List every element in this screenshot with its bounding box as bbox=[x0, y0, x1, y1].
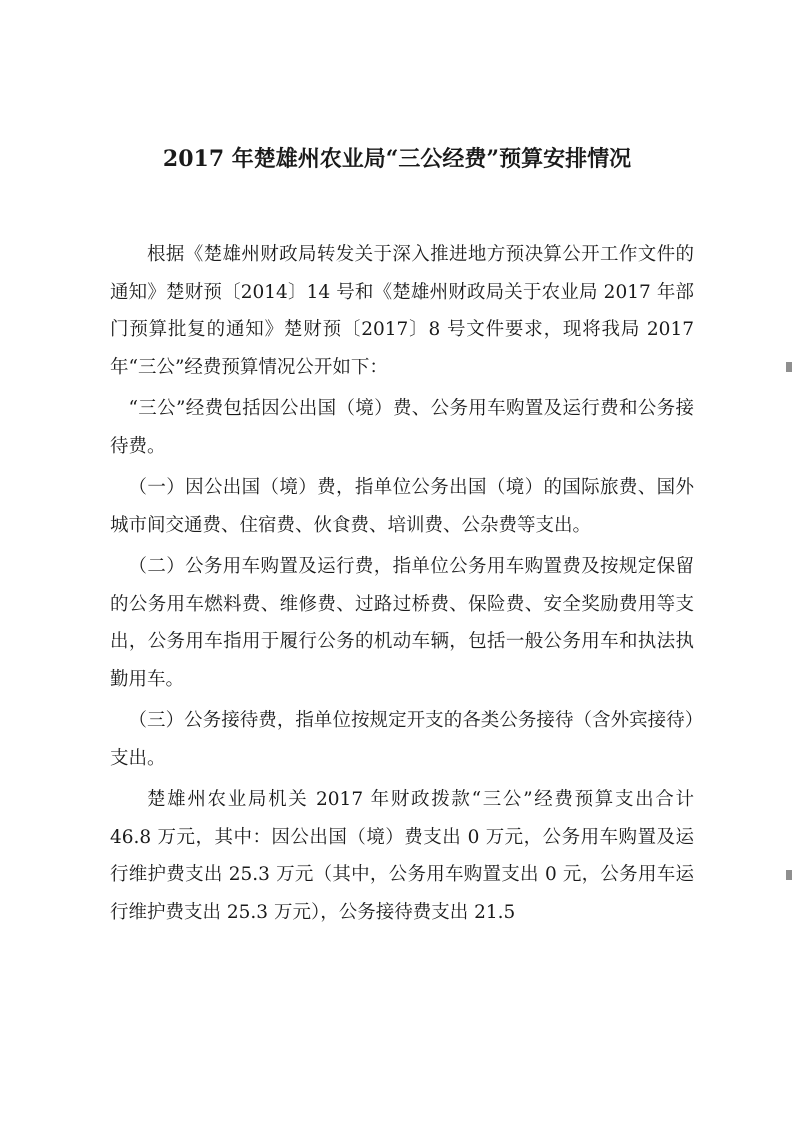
scan-edge-mark bbox=[786, 362, 792, 372]
paragraph-definition: “三公”经费包括因公出国（境）费、公务用车购置及运行费和公务接待费。 bbox=[110, 398, 694, 457]
document-body bbox=[110, 236, 694, 935]
paragraph-intro: 根据《楚雄州财政局转发关于深入推进地方预决算公开工作文件的通知》楚财预〔2014〕14 号和《楚雄州财政局关于农业局 2017 年部门预算批复的通知》楚财预〔2017〕8 号文件要求，现将我局 2017 年“三公”经费预算情况公开如下： bbox=[110, 244, 694, 378]
document-title: 2017 年楚雄州农业局“三公经费”预算安排情况 bbox=[162, 146, 632, 172]
paragraph-item-1: （一）因公出国（境）费，指单位公务出国（境）的国际旅费、国外城市间交通费、住宿费、伙食费、培训费、公杂费等支出。 bbox=[110, 477, 694, 536]
paragraph-item-3: （三）公务接待费，指单位按规定开支的各类公务接待（含外宾接待）支出。 bbox=[110, 710, 694, 769]
paragraph-item-2: （二）公务用车购置及运行费，指单位公务用车购置费及按规定保留的公务用车燃料费、维修费、过路过桥费、保险费、安全奖励费用等支出，公务用车指用于履行公务的机动车辆，包括一般公务用车和执法执勤用车。 bbox=[110, 556, 694, 690]
paragraph-budget: 楚雄州农业局机关 2017 年财政拨款“三公”经费预算支出合计 46.8 万元，其中：因公出国（境）费支出 0 万元，公务用车购置及运行维护费支出 25.3 万元（其中，公务用车购置支出 0 元，公务用车运行维护费支出 25.3 万元），公务接待费支出 21.5 bbox=[110, 789, 694, 923]
scan-edge-mark bbox=[786, 870, 792, 880]
